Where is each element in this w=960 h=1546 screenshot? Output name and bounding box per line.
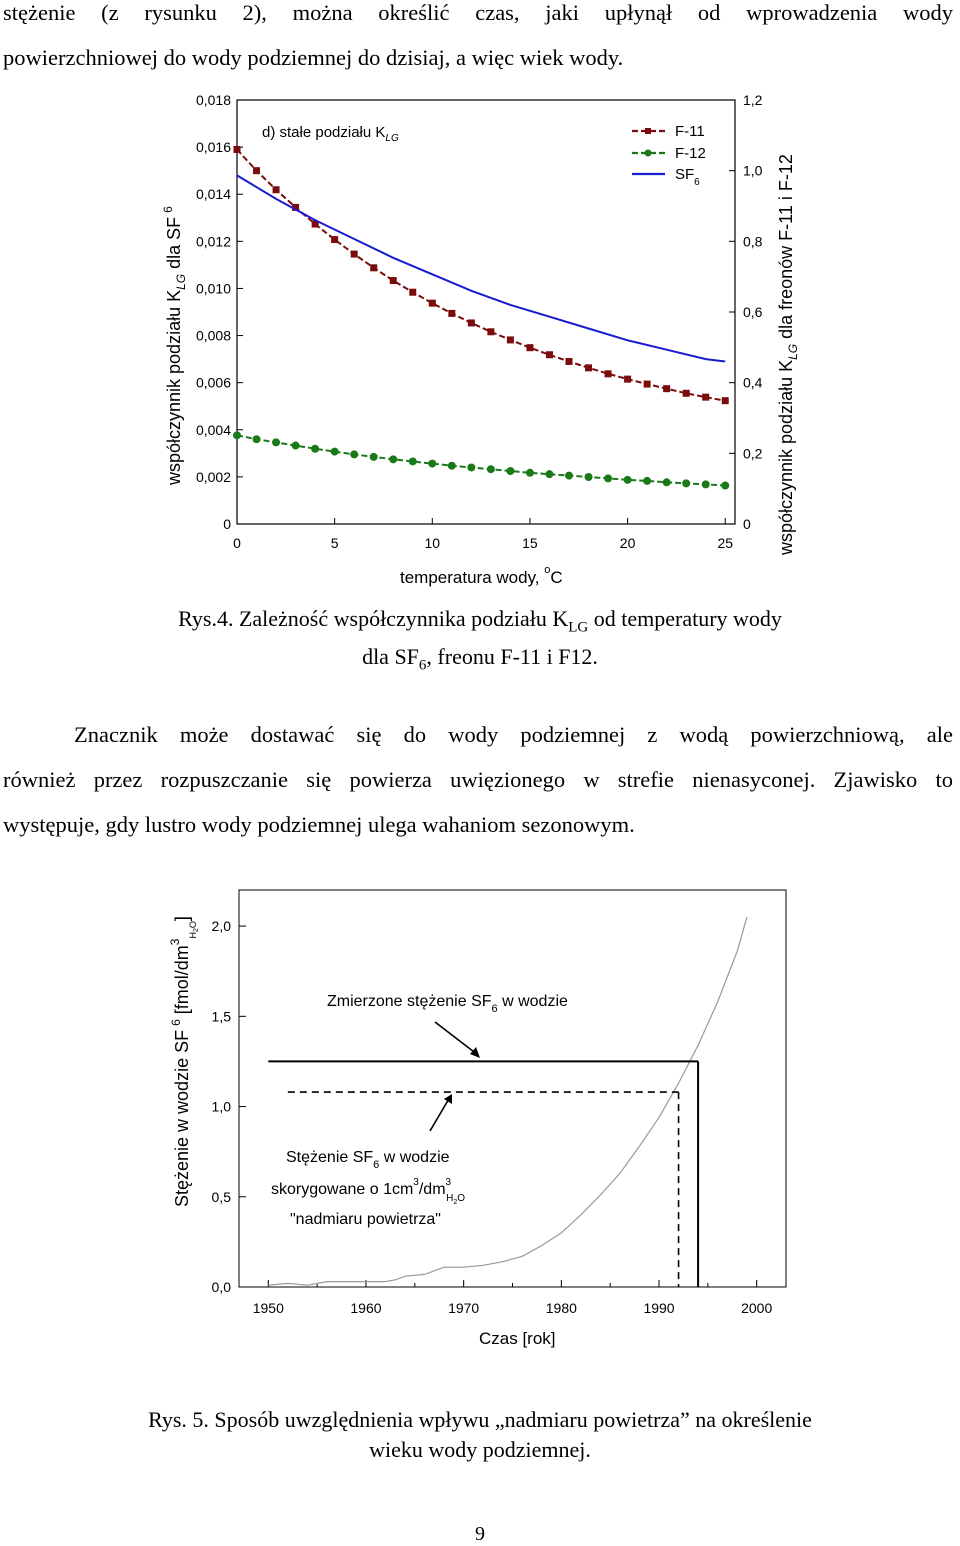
legend-f12-marker	[645, 150, 652, 157]
x-tick-label: 25	[717, 535, 734, 551]
middle-paragraph	[3, 712, 953, 847]
figure-4-caption-line2: dla $SF_6$, freonu F-11 i F12.	[362, 644, 598, 674]
f11-point	[351, 251, 358, 258]
y-right-tick-label: 0,8	[743, 233, 763, 250]
f12-point	[604, 474, 612, 482]
annotation-measured-arrow	[435, 1022, 478, 1055]
y-right-tick-label: 1,2	[743, 92, 763, 108]
f11-point	[702, 394, 709, 401]
f12-point	[487, 465, 495, 473]
annotation-corrected-line2: skorygowane o $1cm^3/dm^3$ H2O	[271, 1177, 466, 1206]
annotation-corrected-arrow	[430, 1097, 450, 1131]
arrow-head-icon	[470, 1047, 480, 1058]
f11-point	[253, 167, 260, 174]
x-axis-label: Czas [rok]	[479, 1329, 556, 1348]
figure-5-caption-line1: Rys. 5. Sposób uwzględnienia wpływu „nadmiaru powietrza” na określenie	[148, 1407, 812, 1432]
f12-point	[624, 476, 632, 484]
paragraph-line: również przez rozpuszczanie się powierza uwięzionego w strefie nienasyconej. Zjawisko to	[3, 767, 953, 792]
annotation-corrected-line1: Stężenie $SF_6$ w wodzie	[286, 1149, 450, 1171]
x-tick-label: 1980	[545, 1300, 577, 1316]
legend-f11-label: F-11	[675, 123, 705, 140]
y-left-tick-label: 0,004	[195, 421, 231, 438]
f12-point	[311, 445, 319, 453]
f11-point	[468, 319, 475, 326]
f12-point	[331, 448, 339, 456]
y-left-tick-label: 0,008	[195, 327, 231, 344]
panel-label: d) stałe podziału $K_{LG}$	[262, 124, 399, 144]
y-tick-label: 0,5	[211, 1188, 231, 1205]
series-line-f-11	[237, 150, 725, 401]
figure-4-caption-line1: Rys.4. Zależność współczynnika podziału $K_{LG}$ od temperatury wody	[178, 606, 782, 636]
f11-point	[370, 264, 377, 271]
y-tick-label: 0,0	[211, 1279, 231, 1295]
f11-point	[546, 351, 553, 358]
f12-point	[389, 455, 397, 463]
f11-point	[409, 289, 416, 296]
plot-frame	[237, 100, 735, 524]
figure-4-chart	[0, 80, 960, 600]
y-tick-label: 2,0	[211, 918, 231, 935]
f11-point	[429, 300, 436, 307]
paragraph-line: powierzchniowej do wody podziemnej do dzisiaj, a więc wiek wody.	[3, 45, 624, 70]
y-left-tick-label: 0,014	[195, 186, 231, 203]
f11-point	[663, 385, 670, 392]
y-left-tick-label: 0,016	[195, 139, 231, 156]
f12-point	[663, 478, 671, 486]
x-tick-label: 2000	[741, 1300, 773, 1316]
figure-5-chart	[0, 880, 960, 1360]
f12-point	[643, 477, 651, 485]
f11-point	[390, 277, 397, 284]
series-line-sf6	[237, 175, 725, 361]
x-tick-label: 15	[522, 535, 538, 551]
f12-point	[292, 442, 300, 450]
legend	[632, 123, 706, 188]
f11-point	[624, 376, 631, 383]
y-axis-right-label: współczynnik podziału $K_{LG}$ dla freonów F-11 i F-12	[776, 154, 800, 555]
legend-f12-label: F-12	[675, 145, 706, 162]
f11-point	[448, 310, 455, 317]
y-left-tick-label: 0,018	[195, 92, 231, 108]
f12-point	[428, 460, 436, 468]
x-tick-label: 1950	[252, 1300, 284, 1316]
f12-point	[253, 435, 261, 443]
y-right-tick-label: 0	[743, 516, 751, 532]
paragraph-line: Znacznik może dostawać się do wody podziemnej z wodą powierzchniową, ale	[74, 722, 953, 747]
annotation-measured: Zmierzone stężenie $SF_6$ w wodzie	[327, 993, 568, 1015]
f12-point	[545, 470, 553, 478]
figure-5-caption-line2: wieku wody podziemnej.	[369, 1437, 591, 1462]
f11-point	[487, 328, 494, 335]
f11-point	[722, 397, 729, 404]
f11-point	[605, 370, 612, 377]
y-right-tick-label: 1,0	[743, 162, 763, 179]
y-left-tick-label: 0	[223, 516, 231, 532]
f11-point	[566, 358, 573, 365]
arrow-head-icon	[444, 1094, 452, 1104]
figure-5-caption	[0, 1405, 960, 1465]
y-right-tick-label: 0,6	[743, 304, 763, 320]
y-left-tick-label: 0,012	[195, 233, 231, 250]
f12-point	[721, 481, 729, 489]
x-tick-label: 0	[233, 535, 241, 551]
paragraph-line: stężenie (z rysunku 2), można określić czas, jaki upłynął od wprowadzenia wody	[3, 0, 953, 25]
page-number: 9	[475, 1523, 485, 1545]
f11-point	[273, 186, 280, 193]
f12-point	[565, 472, 573, 480]
f11-point	[507, 336, 514, 343]
x-tick-label: 1960	[350, 1300, 382, 1316]
y-right-tick-label: 0,4	[743, 374, 763, 391]
f11-point	[585, 364, 592, 371]
f12-point	[370, 453, 378, 461]
f11-point	[644, 381, 651, 388]
f12-point	[233, 431, 241, 439]
y-axis-label: Stężenie w wodzie $SF^6$ $[fmol/dm^3_H2O]$	[168, 916, 200, 1207]
paragraph-line: występuje, gdy lustro wody podziemnej ulega wahaniom sezonowym.	[3, 812, 635, 837]
f12-point	[409, 457, 417, 465]
f11-point	[526, 344, 533, 351]
y-right-tick-label: 0,2	[743, 445, 763, 462]
x-tick-label: 10	[424, 535, 441, 551]
figure-4-caption	[0, 604, 960, 681]
x-tick-label: 1990	[643, 1300, 675, 1316]
f11-point	[234, 146, 241, 153]
y-axis-left-label: współczynnik podziału $K_{LG}$ dla $SF^6$	[161, 206, 188, 485]
legend-sf6-label: $SF_6$	[675, 166, 700, 188]
y-left-tick-label: 0,006	[195, 374, 231, 391]
f12-point	[526, 469, 534, 477]
legend-f11-marker	[645, 128, 651, 134]
f12-point	[702, 480, 710, 488]
annotation-corrected-line3: "nadmiaru powietrza"	[290, 1211, 441, 1228]
y-tick-label: 1,5	[211, 1008, 231, 1025]
y-left-tick-label: 0,002	[195, 468, 231, 485]
f12-point	[350, 450, 358, 458]
x-axis-label: temperatura wody, $^o$C	[400, 564, 563, 587]
f12-point	[448, 462, 456, 470]
top-paragraph	[3, 0, 953, 80]
f11-point	[331, 236, 338, 243]
f12-point	[467, 463, 475, 471]
f12-point	[682, 479, 690, 487]
input-curve	[268, 917, 747, 1285]
f12-point	[585, 473, 593, 481]
y-left-tick-label: 0,010	[195, 280, 231, 297]
f11-point	[683, 390, 690, 397]
f12-point	[506, 467, 514, 475]
x-tick-label: 5	[330, 535, 339, 551]
f12-point	[272, 438, 280, 446]
y-tick-label: 1,0	[211, 1098, 231, 1115]
x-tick-label: 20	[619, 535, 636, 551]
x-tick-label: 1970	[448, 1300, 480, 1316]
series-line-f-12	[237, 435, 725, 485]
